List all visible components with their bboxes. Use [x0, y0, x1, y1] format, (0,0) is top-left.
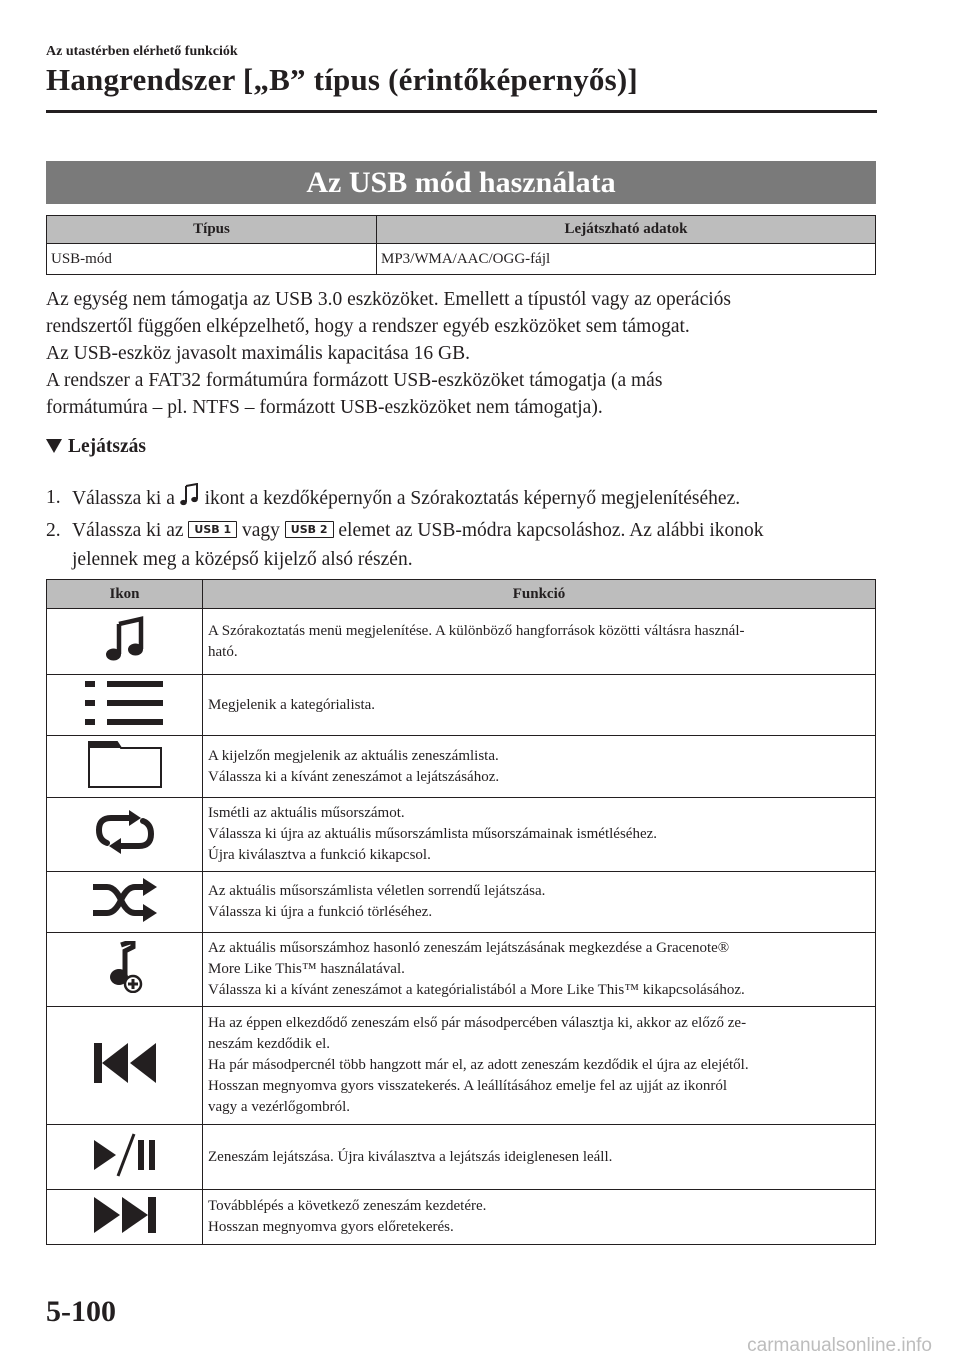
repeat-icon — [93, 842, 157, 858]
spec-header-type: Típus — [47, 216, 377, 244]
icon-header: Ikon — [47, 580, 203, 609]
paragraph-line: formátumúra – pl. NTFS – formázott USB-eszközöket nem támogatja). — [46, 397, 603, 418]
usb1-badge: USB 1 — [188, 521, 237, 538]
function-cell — [203, 1125, 876, 1190]
icon-cell — [47, 675, 203, 736]
subheading — [46, 436, 146, 458]
steps-list — [46, 483, 886, 574]
next-track-icon — [92, 1223, 158, 1239]
function-line: ható. — [208, 643, 238, 660]
function-line: A Szórakoztatás menü megjelenítése. A különböző hangforrások közötti váltásra használ- — [208, 622, 745, 639]
icon-cell — [47, 1190, 203, 1245]
function-line: Újra kiválasztva a funkció kikapcsol. — [208, 847, 431, 863]
function-cell — [203, 1190, 876, 1245]
function-line: Az aktuális műsorszámlista véletlen sorrendű lejátszása. — [208, 883, 546, 899]
function-line: Hosszan megnyomva gyors visszatekerés. A leállításához emelje fel az ujját az ikonról — [208, 1078, 727, 1094]
spec-cell-data: MP3/WMA/AAC/OGG-fájl — [377, 244, 876, 275]
function-line: Ha pár másodpercnél több hangzott már el, az adott zeneszám kezdődik el újra az elejétől. — [208, 1057, 749, 1073]
table-row — [47, 1190, 876, 1245]
paragraph-line: Az egység nem támogatja az USB 3.0 eszközöket. Emellett a típustól vagy az operációs — [46, 289, 731, 310]
function-line: Hosszan megnyomva gyors előretekerés. — [208, 1219, 454, 1235]
music-note-icon — [180, 483, 200, 516]
title-rule — [46, 110, 877, 113]
step-2 — [46, 516, 886, 574]
step-text: jelennek meg a középső kijelző alsó részén. — [72, 549, 413, 570]
function-line: Zeneszám lejátszása. Újra kiválasztva a lejátszás ideiglenesen leáll. — [208, 1148, 613, 1165]
function-header: Funkció — [203, 580, 876, 609]
table-row — [47, 798, 876, 872]
paragraph-line: A rendszer a FAT32 formátumúra formázott USB-eszközöket támogatja (a más — [46, 370, 663, 391]
spec-table-header — [47, 216, 876, 244]
table-row — [47, 933, 876, 1007]
function-line: Az aktuális műsorszámhoz hasonló zeneszám lejátszásának megkezdése a Gracenote® — [208, 940, 730, 956]
function-line: neszám kezdődik el. — [208, 1036, 331, 1052]
function-cell — [203, 675, 876, 736]
step-text: Válassza ki az — [72, 520, 184, 541]
watermark: carmanualsonline.info — [747, 1335, 932, 1356]
icon-cell — [47, 1125, 203, 1190]
table-row — [47, 1125, 876, 1190]
body-text — [46, 286, 886, 421]
function-line: Válassza ki a kívánt zeneszámot a kategórialistából a More Like This™ kikapcsolásához. — [208, 982, 745, 998]
function-cell — [203, 798, 876, 872]
table-row — [47, 675, 876, 736]
function-cell — [203, 609, 876, 675]
function-line: Ha az éppen elkezdődő zeneszám első pár másodpercében választja ki, akkor az előző ze- — [208, 1015, 747, 1031]
step-number: 2. — [46, 520, 61, 541]
spec-table — [46, 215, 876, 275]
step-number: 1. — [46, 487, 61, 508]
page-title: Hangrendszer [„B” típus (érintőképernyős)] — [46, 62, 638, 97]
function-line: Válassza ki újra az aktuális műsorszámlista műsorszámainak ismétléséhez. — [208, 826, 658, 842]
function-line: Továbblépés a következő zeneszám kezdetére. — [208, 1198, 487, 1214]
table-row — [47, 736, 876, 798]
step-text: Válassza ki a — [72, 487, 175, 509]
icon-cell — [47, 736, 203, 798]
function-cell — [203, 933, 876, 1007]
table-row — [47, 244, 876, 275]
function-line: A kijelzőn megjelenik az aktuális zeneszámlista. — [208, 747, 499, 764]
spec-header-data: Lejátszható adatok — [377, 216, 876, 244]
folder-icon — [87, 777, 163, 793]
step-1 — [46, 483, 886, 516]
paragraph-line: Az USB-eszköz javasolt maximális kapacitása 16 GB. — [46, 343, 471, 364]
icon-cell — [47, 933, 203, 1007]
shuffle-icon — [91, 910, 159, 926]
icon-cell — [47, 609, 203, 675]
step-text: vagy — [242, 520, 280, 541]
icon-cell — [47, 1007, 203, 1125]
table-row — [47, 609, 876, 675]
icon-cell — [47, 798, 203, 872]
music-note-icon — [103, 650, 147, 666]
triangle-bullet-icon — [46, 439, 62, 453]
function-cell — [203, 1007, 876, 1125]
paragraph-line: rendszertől függően elképzelhető, hogy a rendszer egyéb eszközöket sem támogat. — [46, 316, 690, 337]
step-text: ikont a kezdőképernyőn a Szórakoztatás képernyő megjelenítéséhez. — [204, 487, 741, 509]
function-cell — [203, 872, 876, 933]
function-cell — [203, 736, 876, 798]
play-pause-icon — [92, 1166, 158, 1182]
breadcrumb: Az utastérben elérhető funkciók — [46, 44, 238, 59]
icon-table-header — [47, 580, 876, 609]
function-line: Válassza ki a kívánt zeneszámot a lejátszásához. — [208, 768, 500, 785]
usb2-badge: USB 2 — [285, 521, 334, 538]
function-line: Ismétli az aktuális műsorszámot. — [208, 805, 405, 821]
more-like-this-icon — [105, 981, 145, 997]
table-row — [47, 872, 876, 933]
function-line: Válassza ki újra a funkció törléséhez. — [208, 904, 433, 920]
list-icon — [85, 715, 165, 731]
subheading-label: Lejátszás — [68, 436, 146, 457]
page-number: 5-100 — [46, 1295, 116, 1328]
icon-function-table — [46, 579, 876, 1245]
table-row — [47, 1007, 876, 1125]
function-line: Megjelenik a kategórialista. — [208, 696, 376, 713]
icon-cell — [47, 872, 203, 933]
section-title: Az USB mód használata — [46, 161, 876, 204]
function-line: vagy a vezérlőgombról. — [208, 1099, 351, 1115]
step-text: elemet az USB-módra kapcsoláshoz. Az alábbi ikonok — [338, 520, 764, 541]
spec-cell-type: USB-mód — [47, 244, 377, 275]
function-line: More Like This™ használatával. — [208, 961, 405, 977]
previous-track-icon — [92, 1073, 158, 1089]
